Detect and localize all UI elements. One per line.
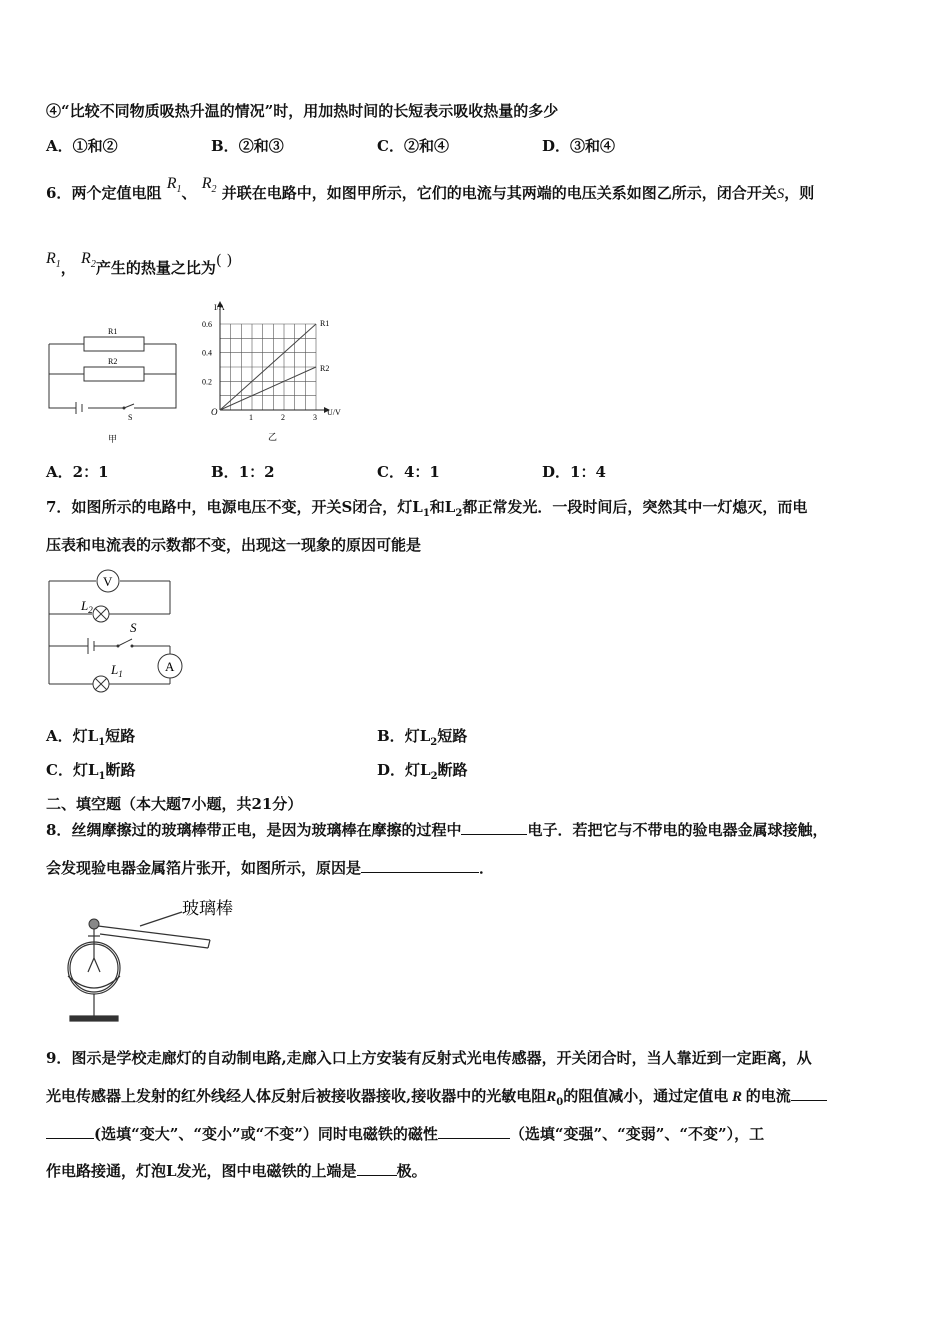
q7-l1-label: $L_1$: [111, 662, 123, 679]
q9-blank-1b: [46, 1124, 94, 1139]
q6-option-d: D．1：4: [542, 463, 606, 481]
q6-option-c: C．4：1: [377, 463, 440, 481]
x-tick-label: 1: [249, 413, 253, 422]
q9-stem-line1: 9．图示是学校走廊灯的自动制电路,走廊入口上方安装有反射式光电传感器，开关闭合时，当人靠近到一定距离，从: [46, 1049, 812, 1067]
graph-series: [220, 319, 329, 410]
series-label-r1: R1: [320, 319, 330, 328]
q6-option-b: B．1：2: [211, 463, 275, 481]
q6-circuit-diagram: [44, 318, 184, 448]
graph-origin: O: [211, 407, 218, 417]
y-tick-label: 0.4: [202, 348, 212, 358]
q5-option-b: B．②和③: [211, 137, 284, 155]
q7-stem-line1: 7．如图所示的电路中，电源电压不变，开关S闭合，灯$L_1$和$L_2$都正常发光．一段时间后，突然其中一灯熄灭，而电: [46, 498, 808, 519]
q9-stem-line4: 作电路接通，灯泡L发光，图中电磁铁的上端是 极。: [46, 1162, 427, 1180]
y-tick-label: 0.2: [202, 377, 212, 387]
q9-stem-line2: 光电传感器上发射的红外线经人体反射后被接收器接收,接收器中的光敏电阻$R_0$的阻值减小，通过定值电 R 的电流: [46, 1086, 827, 1113]
x-tick-label: 2: [281, 413, 285, 422]
q6-switch-label: S: [128, 413, 133, 422]
series-label-r2: R2: [320, 364, 330, 373]
q8-electroscope-figure: [58, 888, 258, 1030]
graph-ticks: [202, 320, 317, 422]
q6-iu-graph: [196, 300, 356, 448]
q9-blank-1a: [791, 1086, 827, 1101]
y-tick-label: 0.6: [202, 320, 212, 329]
q7-ammeter-label: A: [165, 659, 175, 674]
section-2-heading: 二、填空题（本大题7小题，共21分）: [46, 795, 303, 813]
q6-r1-symbol: $R_1$: [166, 175, 182, 196]
q8-stem-line1: 8．丝绸摩擦过的玻璃棒带正电，是因为玻璃棒在摩擦的过程中 电子．若把它与不带电的验电器金属球接触，: [46, 821, 828, 839]
q7-circuit-diagram: [44, 566, 194, 694]
q7-stem-line2: 压表和电流表的示数都不变，出现这一现象的原因可能是: [46, 536, 422, 554]
q8-blank-2: [361, 858, 479, 873]
q9-stem-line3: (选填“变大”、“变小”或“不变”）同时电磁铁的磁性 （选填“变强”、“变弱”、“不变”），工: [46, 1124, 764, 1144]
series-line-r2: [220, 367, 316, 410]
q5-option-d: D．③和④: [542, 137, 616, 155]
graph-x-label: U/V: [327, 408, 341, 417]
q6-r2-symbol: $R_2$: [201, 175, 217, 196]
q6-r2-label: R2: [108, 357, 118, 366]
q8-stem-line2: 会发现验电器金属箔片张开，如图所示，原因是 ．: [46, 859, 495, 877]
q6-circuit-caption: 甲: [108, 434, 118, 444]
graph-caption: 乙: [268, 432, 278, 442]
q5-statement-4: ④“比较不同物质吸热升温的情况”时，用加热时间的长短表示吸收热量的多少: [46, 102, 559, 120]
q7-option-c: C．灯$L_1$断路: [46, 761, 136, 782]
q7-voltmeter-label: V: [103, 574, 113, 589]
q7-switch-label: S: [130, 620, 137, 635]
q5-option-c: C．②和④: [377, 137, 449, 155]
graph-y-label: I/A: [214, 303, 225, 312]
q5-option-a: A．①和②: [46, 137, 118, 155]
q7-option-a: A．灯$L_1$短路: [46, 727, 136, 748]
q8-blank-1: [461, 820, 527, 835]
q8-glass-rod-label: 玻璃棒: [182, 899, 233, 918]
q7-l2-label: $L_2$: [81, 598, 93, 615]
q6-stem-line2: $R_1$， $R_2$产生的热量之比为( ): [46, 250, 233, 277]
x-tick-label: 3: [313, 413, 317, 422]
q9-blank-2: [438, 1124, 510, 1139]
q6-r1-label: R1: [108, 327, 118, 336]
q9-blank-3: [357, 1161, 397, 1176]
q7-option-d: D．灯$L_2$断路: [377, 761, 468, 782]
q6-option-a: A．2：1: [46, 463, 109, 481]
q7-option-b: B．灯$L_2$短路: [377, 727, 468, 748]
q6-stem-line1: 6．两个定值电阻 $R_1$、 $R_2$ 并联在电路中，如图甲所示，它们的电流与其两端的电压关系如图乙所示，闭合开关S，则: [46, 175, 815, 202]
